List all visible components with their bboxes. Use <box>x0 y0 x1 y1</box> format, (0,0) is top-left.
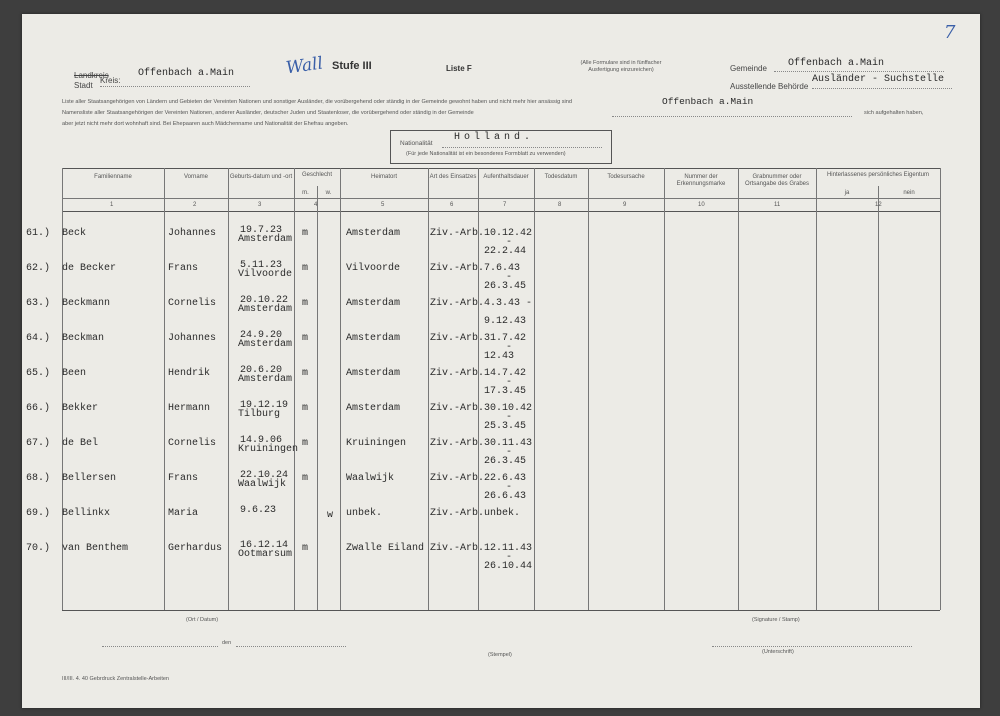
cell-sex-male: m <box>302 438 309 449</box>
column-header: Vorname <box>183 174 208 180</box>
cell-birthplace: Amsterdam <box>238 339 293 350</box>
column-header: Aufenthaltsdauer <box>483 174 529 180</box>
cell-birthdate: 14.9.06 <box>240 435 283 446</box>
cell-work-type: Ziv.-Arb. <box>430 543 485 554</box>
row-number: 69.) <box>26 508 51 519</box>
cell-stay-to: 9.12.43 <box>484 316 527 327</box>
table-subcolumn-divider <box>878 186 879 610</box>
cell-work-type: Ziv.-Arb. <box>430 228 485 239</box>
cell-firstname: Maria <box>168 508 199 519</box>
landkreis-label: Landkreis <box>74 71 109 80</box>
cell-stay-from: 30.11.43 <box>484 438 533 449</box>
cell-firstname: Gerhardus <box>168 543 223 554</box>
table-column-divider <box>228 168 229 610</box>
row-number: 67.) <box>26 438 51 449</box>
kreis-label: Kreis: <box>100 76 121 85</box>
table-column-divider <box>164 168 165 610</box>
column-number: 11 <box>774 202 781 208</box>
table-column-divider <box>534 168 535 610</box>
column-number: 1 <box>110 202 114 208</box>
nationality-note: (Für jede Nationalität ist ein besonderes Formblatt zu verwenden) <box>406 151 566 157</box>
stufe-label: Stufe III <box>332 60 372 72</box>
cell-sex-male: m <box>302 403 309 414</box>
cell-surname: Beckman <box>62 333 105 344</box>
cell-work-type: Ziv.-Arb. <box>430 368 485 379</box>
cell-birthplace: Kruiningen <box>238 444 299 455</box>
cell-work-type: Ziv.-Arb. <box>430 473 485 484</box>
column-number: 3 <box>258 202 262 208</box>
intro-city: Offenbach a.Main <box>662 96 754 107</box>
column-header: Art des Einsatzes <box>429 174 477 180</box>
footer-ort-datum: (Ort / Datum) <box>186 617 219 623</box>
cell-sex-male: m <box>302 473 309 484</box>
cell-stay-dash: - <box>506 342 513 353</box>
column-subheader: ja <box>844 190 850 196</box>
cell-hometown: Amsterdam <box>346 368 401 379</box>
cell-stay-to: 22.2.44 <box>484 246 527 257</box>
table-column-divider <box>738 168 739 610</box>
column-number: 8 <box>558 202 562 208</box>
cell-work-type: Ziv.-Arb. <box>430 403 485 414</box>
cell-hometown: Zwalle Eiland <box>346 543 425 554</box>
row-number: 70.) <box>26 543 51 554</box>
table-column-divider <box>340 168 341 610</box>
page-number: 7 <box>944 22 956 43</box>
cell-stay-from: unbek. <box>484 508 521 519</box>
cell-stay-to: 26.10.44 <box>484 561 533 572</box>
cell-stay-from: 7.6.43 <box>484 263 521 274</box>
nationality-value: Holland. <box>454 132 535 143</box>
cell-birthplace: Vilvoorde <box>238 269 293 280</box>
row-number: 61.) <box>26 228 51 239</box>
cell-hometown: Vilvoorde <box>346 263 401 274</box>
column-header: Familienname <box>94 174 132 180</box>
cell-birthdate: 19.7.23 <box>240 225 283 236</box>
cell-stay-dash: - <box>506 377 513 388</box>
cell-stay-from: 31.7.42 <box>484 333 527 344</box>
cell-birthdate: 20.6.20 <box>240 365 283 376</box>
cell-firstname: Cornelis <box>168 298 217 309</box>
table-column-divider <box>816 168 817 610</box>
row-number: 64.) <box>26 333 51 344</box>
cell-hometown: Kruiningen <box>346 438 407 449</box>
row-number: 62.) <box>26 263 51 274</box>
cell-work-type: Ziv.-Arb. <box>430 508 485 519</box>
cell-firstname: Hermann <box>168 403 211 414</box>
cell-birthplace: Amsterdam <box>238 374 293 385</box>
intro-line-2: Namensliste aller Staatsangehörigen der Vereinten Nationen, anderer Ausländer, deutscher Juden und Staatenloser, die vorübergehend oder ständig in der Gemeinde <box>62 110 474 116</box>
column-header: Nummer der Erkennungsmarke <box>676 174 726 187</box>
column-number: 10 <box>698 202 705 208</box>
cell-hometown: Amsterdam <box>346 333 401 344</box>
column-number: 7 <box>503 202 507 208</box>
cell-stay-dash: - <box>506 412 513 423</box>
stadt-label: Stadt <box>74 81 93 90</box>
column-number: 12 <box>875 202 882 208</box>
column-header: Grabnummer oder Ortsangabe des Grabes <box>744 174 810 187</box>
row-number: 66.) <box>26 403 51 414</box>
cell-hometown: Waalwijk <box>346 473 395 484</box>
cell-birthdate: 22.10.24 <box>240 470 289 481</box>
cell-stay-dash: - <box>506 272 513 283</box>
cell-surname: Been <box>62 368 87 379</box>
document-sheet <box>22 14 980 708</box>
gemeinde-value: Offenbach a.Main <box>788 58 885 69</box>
intro-line-2-end: sich aufgehalten haben, <box>864 110 924 116</box>
cell-firstname: Cornelis <box>168 438 217 449</box>
cell-firstname: Johannes <box>168 228 217 239</box>
cell-stay-dash: - <box>506 482 513 493</box>
cell-surname: Bellersen <box>62 473 117 484</box>
cell-sex-male: m <box>302 333 309 344</box>
footer-unterschrift: (Unterschrift) <box>762 649 794 655</box>
cell-birthplace: Tilburg <box>238 409 281 420</box>
cell-stay-from: 12.11.43 <box>484 543 533 554</box>
cell-stay-to: 26.3.45 <box>484 281 527 292</box>
row-number: 65.) <box>26 368 51 379</box>
table-column-divider <box>664 168 665 610</box>
cell-surname: Beckmann <box>62 298 111 309</box>
cell-hometown: unbek. <box>346 508 383 519</box>
cell-stay-from: 10.12.42 <box>484 228 533 239</box>
cell-sex-female: w <box>327 510 334 521</box>
cell-birthdate: 5.11.23 <box>240 260 283 271</box>
formular-note: (Alle Formulare sind in fünffacher Ausfertigung einzureichen) <box>580 60 662 73</box>
table-column-divider <box>294 168 295 610</box>
gemeinde-label: Gemeinde <box>730 64 767 73</box>
cell-sex-male: m <box>302 368 309 379</box>
cell-birthdate: 9.6.23 <box>240 505 277 516</box>
cell-firstname: Frans <box>168 263 199 274</box>
column-subheader: nein <box>903 190 915 196</box>
cell-work-type: Ziv.-Arb. <box>430 298 485 309</box>
table-subcolumn-divider <box>317 186 318 610</box>
cell-firstname: Frans <box>168 473 199 484</box>
column-header: Todesursache <box>607 174 645 180</box>
cell-stay-dash: - <box>506 447 513 458</box>
cell-hometown: Amsterdam <box>346 403 401 414</box>
column-number: 9 <box>623 202 627 208</box>
footer-signature: (Signature / Stamp) <box>752 617 800 623</box>
column-subheader: m. <box>302 190 309 196</box>
footer-den: den <box>222 640 232 646</box>
cell-surname: Bellinkx <box>62 508 111 519</box>
cell-sex-male: m <box>302 543 309 554</box>
column-subheader: w. <box>325 190 332 196</box>
cell-stay-to: 17.3.45 <box>484 386 527 397</box>
cell-stay-to: 26.3.45 <box>484 456 527 467</box>
column-number: 6 <box>450 202 454 208</box>
cell-stay-from: 14.7.42 <box>484 368 527 379</box>
column-number: 2 <box>193 202 197 208</box>
cell-stay-dash: - <box>506 552 513 563</box>
cell-work-type: Ziv.-Arb. <box>430 333 485 344</box>
cell-work-type: Ziv.-Arb. <box>430 438 485 449</box>
table-column-divider <box>428 168 429 610</box>
cell-sex-male: m <box>302 263 309 274</box>
cell-birthdate: 19.12.19 <box>240 400 289 411</box>
cell-birthdate: 20.10.22 <box>240 295 289 306</box>
row-number: 63.) <box>26 298 51 309</box>
intro-line-1: Liste aller Staatsangehörigen von Ländern und Gebieten der Vereinten Nationen und sonstiger Ausländer, die vorübergehend oder ständig in der Gemeinde gewohnt haben und nicht mehr hier ansässig sind <box>62 99 572 105</box>
cell-sex-male: m <box>302 228 309 239</box>
column-header: Hinterlassenes persönliches Eigentum <box>826 172 930 178</box>
cell-birthplace: Waalwijk <box>238 479 287 490</box>
cell-work-type: Ziv.-Arb. <box>430 263 485 274</box>
column-number: 4 <box>314 202 318 208</box>
cell-stay-to: 26.6.43 <box>484 491 527 502</box>
cell-birthdate: 16.12.14 <box>240 540 289 551</box>
cell-hometown: Amsterdam <box>346 228 401 239</box>
cell-birthdate: 24.9.20 <box>240 330 283 341</box>
behoerde-label: Ausstellende Behörde <box>730 82 809 91</box>
column-header: Heimatort <box>370 174 397 180</box>
cell-sex-male: m <box>302 298 309 309</box>
cell-hometown: Amsterdam <box>346 298 401 309</box>
cell-firstname: Johannes <box>168 333 217 344</box>
cell-stay-from: 4.3.43 - <box>484 298 533 309</box>
row-number: 68.) <box>26 473 51 484</box>
column-header: Geburts-datum und -ort <box>229 174 293 180</box>
cell-birthplace: Ootmarsum <box>238 549 293 560</box>
table-column-divider <box>940 168 941 610</box>
nationality-label: Nationalität <box>400 140 433 147</box>
liste-label: Liste F <box>446 64 472 73</box>
cell-stay-from: 30.10.42 <box>484 403 533 414</box>
table-column-divider <box>588 168 589 610</box>
column-header: Geschlecht <box>301 172 332 178</box>
cell-birthplace: Amsterdam <box>238 234 293 245</box>
cell-surname: de Becker <box>62 263 117 274</box>
cell-surname: van Benthem <box>62 543 129 554</box>
intro-line-3: aber jetzt nicht mehr dort wohnhaft sind. Bei Ehepaaren auch Mädchenname und Nationalität der Ehefrau angeben. <box>62 121 349 127</box>
footer-printer: III/III. 4. 40 Gebrdruck Zentralstelle-Arbeiten <box>62 676 169 682</box>
cell-surname: Bekker <box>62 403 99 414</box>
column-number: 5 <box>381 202 385 208</box>
footer-stempel: (Stempel) <box>488 652 512 658</box>
cell-stay-from: 22.6.43 <box>484 473 527 484</box>
behoerde-value: Ausländer - Suchstelle <box>812 74 945 85</box>
kreis-value: Offenbach a.Main <box>138 68 235 79</box>
cell-stay-to: 12.43 <box>484 351 515 362</box>
cell-firstname: Hendrik <box>168 368 211 379</box>
column-header: Todesdatum <box>544 174 578 180</box>
cell-stay-dash: - <box>506 237 513 248</box>
cell-stay-to: 25.3.45 <box>484 421 527 432</box>
cell-birthplace: Amsterdam <box>238 304 293 315</box>
cell-surname: Beck <box>62 228 87 239</box>
handwritten-stamp: Wall <box>284 53 325 79</box>
cell-surname: de Bel <box>62 438 99 449</box>
